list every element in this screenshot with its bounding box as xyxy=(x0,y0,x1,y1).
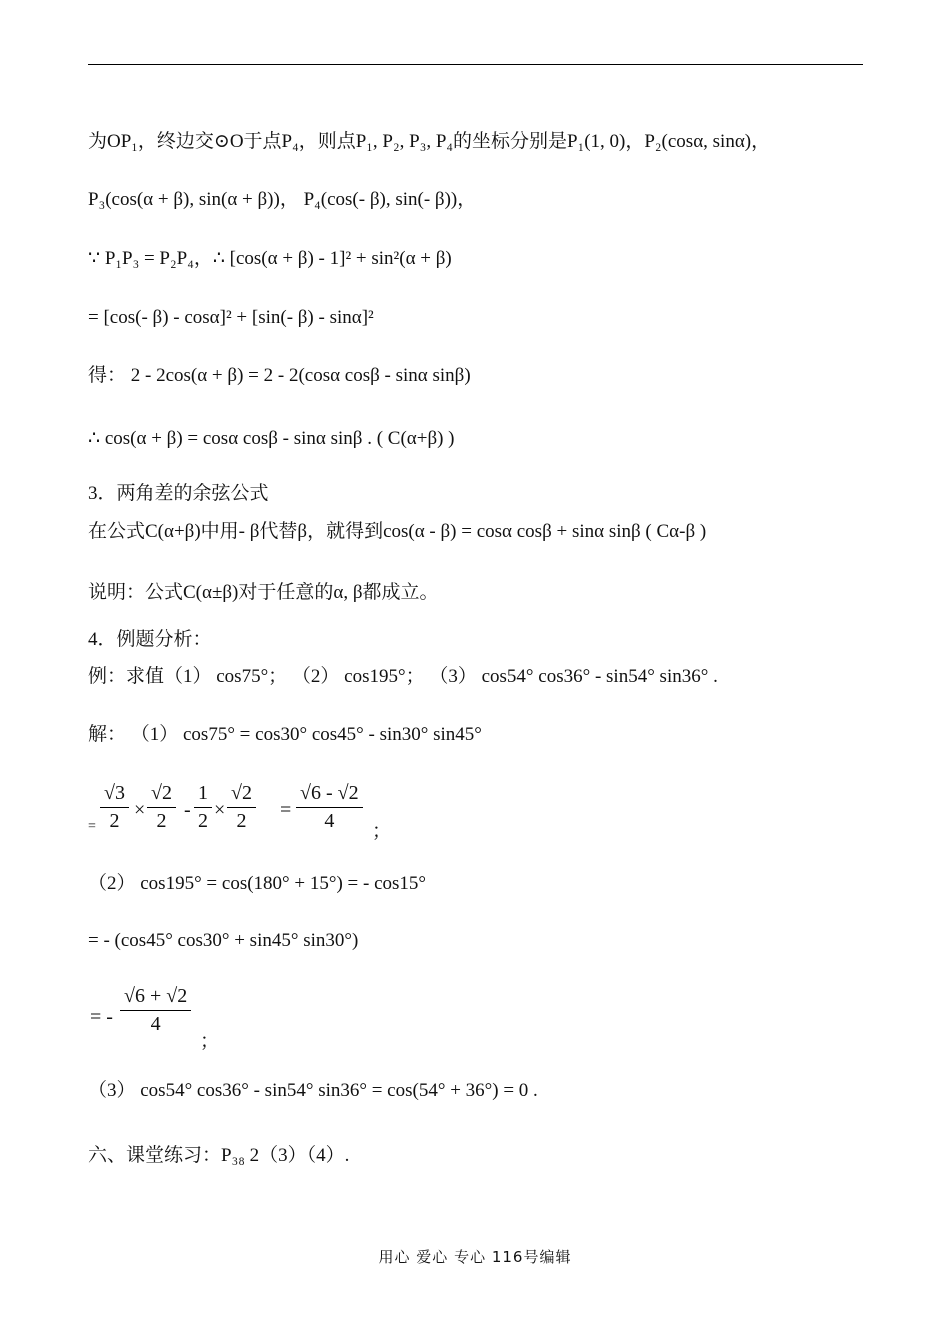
page-footer: 用心 爱心 专心 116号编辑 xyxy=(378,1248,572,1266)
eq13-frac-1-num: √3 xyxy=(100,782,129,808)
text-line-2: P₃(cos(α + β), sin(α + β))， P₄(cos(- β), sin(- β))， xyxy=(88,189,477,210)
text-line-18: 六、课堂练习：P₃₈ 2（3）（4）. xyxy=(88,1145,350,1166)
eq13-minus: - xyxy=(184,799,191,821)
eq13-frac-5-den: 4 xyxy=(324,810,335,832)
section-heading-3: 3．两角差的余弦公式 xyxy=(88,483,269,504)
eq16-end: ； xyxy=(200,1031,220,1052)
eq16-frac-den: 4 xyxy=(150,1013,161,1035)
eq13-frac-4-num: √2 xyxy=(227,782,256,808)
eq13-frac-1 xyxy=(100,782,129,833)
text-line-5: 得： 2 - 2cos(α + β) = 2 - 2(cosα cosβ - sinα sinβ) xyxy=(88,365,471,386)
eq13-frac-1-den: 2 xyxy=(109,810,120,832)
eq13-frac-3-den: 2 xyxy=(198,810,208,832)
text-line-12: 解： （1） cos75° = cos30° cos45° - sin30° sin45° xyxy=(88,724,482,745)
text-line-8: 在公式C(α+β)中用- β代替β，就得到cos(α - β) = cosα cosβ + sinα sinβ ( Cα-β ) xyxy=(88,521,707,542)
eq13-frac-2 xyxy=(147,782,176,833)
text-line-14: （2） cos195° = cos(180° + 15°) = - cos15° xyxy=(88,873,427,894)
eq13-frac-2-den: 2 xyxy=(156,810,167,832)
eq13-frac-4 xyxy=(227,782,256,833)
eq13-frac-2-num: √2 xyxy=(147,782,176,808)
eq13-frac-3 xyxy=(194,782,212,833)
eq16-frac xyxy=(120,985,191,1036)
text-line-15: = - (cos45° cos30° + sin45° sin30°) xyxy=(88,930,359,951)
eq13-frac-5 xyxy=(296,782,363,833)
text-line-6: ∴ cos(α + β) = cosα cosβ - sinα sinβ . ( C(α+β) ) xyxy=(88,428,455,449)
eq13-frac-4-den: 2 xyxy=(236,810,247,832)
eq13-prefix: = xyxy=(88,819,96,834)
text-line-17: （3） cos54° cos36° - sin54° sin36° = cos(54° + 36°) = 0 . xyxy=(88,1080,538,1101)
text-line-1: 为OP₁，终边交⊙O于点P₄，则点P₁, P₂, P₃, P₄的坐标分别是P₁(1, 0)，P₂(cosα, sinα)， xyxy=(88,131,771,152)
text-line-11: 例：求值（1） cos75°； （2） cos195°； （3） cos54° cos36° - sin54° sin36° . xyxy=(88,666,718,687)
eq13-times-1: × xyxy=(134,799,146,821)
header-rule xyxy=(88,64,863,65)
text-line-3: ∵ P₁P₃ = P₂P₄，∴ [cos(α + β) - 1]² + sin²(α + β) xyxy=(88,248,452,269)
text-line-9: 说明：公式C(α±β)对于任意的α, β都成立。 xyxy=(88,582,439,603)
section-heading-4: 4．例题分析： xyxy=(88,629,212,650)
eq13-frac-3-num: 1 xyxy=(194,782,212,808)
eq13-end: ； xyxy=(372,821,392,842)
eq13-equals: = xyxy=(280,799,292,821)
eq16-prefix: = - xyxy=(90,1006,113,1028)
text-line-4: = [cos(- β) - cosα]² + [sin(- β) - sinα]² xyxy=(88,307,374,328)
eq13-times-2: × xyxy=(214,799,226,821)
eq16-frac-num: √6 + √2 xyxy=(120,985,191,1011)
eq13-frac-5-num: √6 - √2 xyxy=(296,782,363,808)
